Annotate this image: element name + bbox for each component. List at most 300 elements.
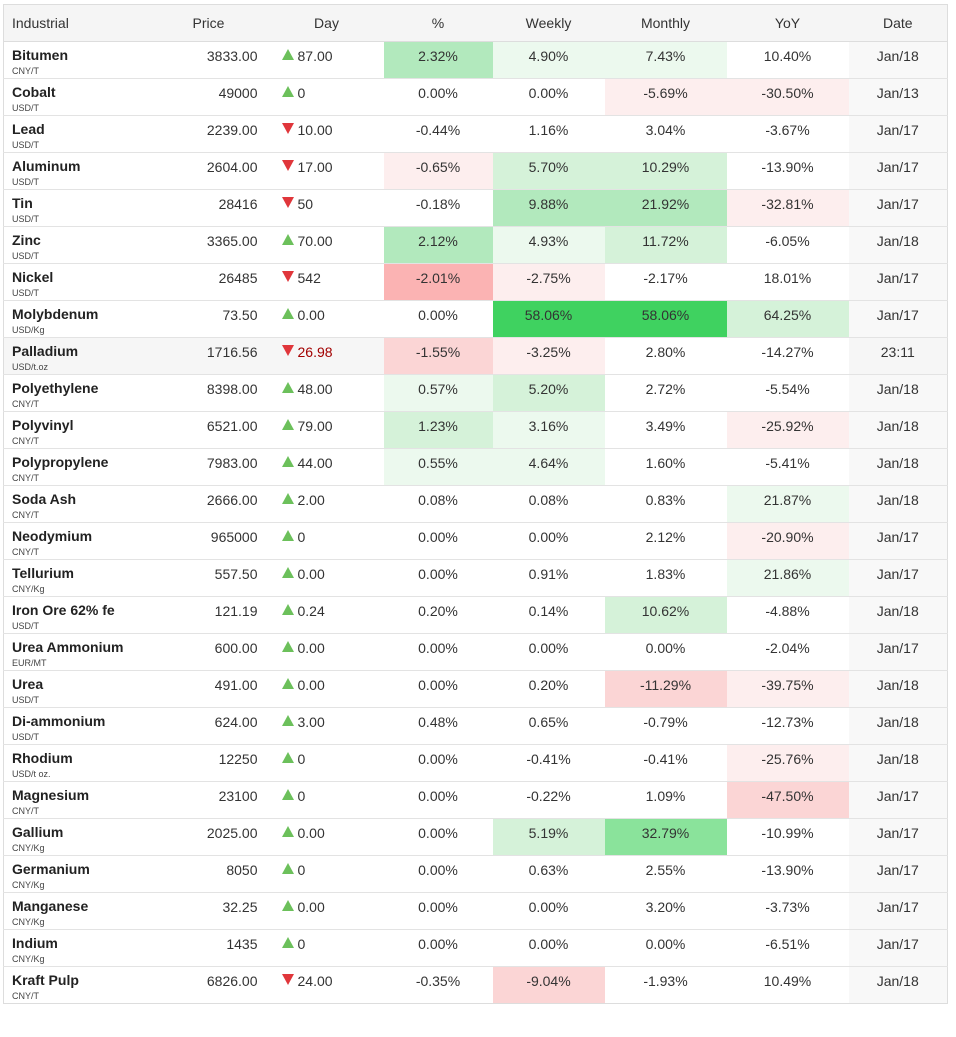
day-change-cell <box>270 597 384 634</box>
monthly-change-cell: -11.29% <box>605 671 727 708</box>
commodity-name-cell[interactable] <box>4 634 148 671</box>
commodity-name-link[interactable]: Polyvinyl <box>12 417 74 433</box>
weekly-change-cell: 3.16% <box>493 412 605 449</box>
percent-change-cell: 2.32% <box>384 42 493 79</box>
commodity-name-cell[interactable] <box>4 153 148 190</box>
commodity-name-link[interactable]: Nickel <box>12 269 54 285</box>
price-cell: 6521.00 <box>148 412 270 449</box>
day-change-value: 0 <box>297 529 306 545</box>
arrow-up-icon <box>282 789 294 800</box>
commodity-unit: USD/T <box>12 621 39 631</box>
table-row[interactable] <box>4 930 948 967</box>
percent-change-cell: 0.00% <box>384 560 493 597</box>
commodity-name-cell[interactable] <box>4 264 148 301</box>
commodity-name-link[interactable]: Bitumen <box>12 47 68 63</box>
day-change-value: 24.00 <box>297 973 333 989</box>
commodity-name-link[interactable]: Urea Ammonium <box>12 639 124 655</box>
weekly-change-cell: 5.20% <box>493 375 605 412</box>
yoy-change-cell: -13.90% <box>727 856 849 893</box>
table-row[interactable] <box>4 782 948 819</box>
percent-change-cell: 0.08% <box>384 486 493 523</box>
date-cell: Jan/18 <box>849 486 948 523</box>
date-cell: Jan/17 <box>849 190 948 227</box>
date-cell: Jan/18 <box>849 708 948 745</box>
commodity-name-link[interactable]: Cobalt <box>12 84 56 100</box>
yoy-change-cell: -30.50% <box>727 79 849 116</box>
column-header-industrial[interactable]: Industrial <box>4 5 148 42</box>
arrow-up-icon <box>282 419 294 430</box>
arrow-up-icon <box>282 604 294 615</box>
price-cell: 2666.00 <box>148 486 270 523</box>
commodity-name-link[interactable]: Urea <box>12 676 44 692</box>
percent-change-cell: 0.00% <box>384 930 493 967</box>
commodity-unit: USD/T <box>12 288 39 298</box>
weekly-change-cell: 0.14% <box>493 597 605 634</box>
commodity-name-link[interactable]: Zinc <box>12 232 41 248</box>
price-cell: 2604.00 <box>148 153 270 190</box>
commodity-name-cell[interactable] <box>4 375 148 412</box>
commodity-unit: USD/T <box>12 103 39 113</box>
day-change-value: 50 <box>297 196 314 212</box>
date-cell: Jan/18 <box>849 449 948 486</box>
day-change-value: 0.00 <box>297 640 325 656</box>
date-cell: Jan/18 <box>849 227 948 264</box>
commodity-unit: CNY/Kg <box>12 954 45 964</box>
commodity-unit: USD/Kg <box>12 325 45 335</box>
arrow-up-icon <box>282 752 294 763</box>
table-row[interactable] <box>4 79 948 116</box>
commodity-name-link[interactable]: Neodymium <box>12 528 93 544</box>
table-row[interactable] <box>4 486 948 523</box>
commodity-name-cell[interactable] <box>4 412 148 449</box>
percent-change-cell: 0.20% <box>384 597 493 634</box>
price-cell: 23100 <box>148 782 270 819</box>
date-cell: Jan/17 <box>849 523 948 560</box>
commodity-name-link[interactable]: Magnesium <box>12 787 90 803</box>
day-change-cell <box>270 856 384 893</box>
yoy-change-cell: -5.54% <box>727 375 849 412</box>
arrow-down-icon <box>282 160 294 171</box>
day-change-cell <box>270 486 384 523</box>
weekly-change-cell: -9.04% <box>493 967 605 1004</box>
commodity-name-cell[interactable] <box>4 856 148 893</box>
price-cell: 965000 <box>148 523 270 560</box>
day-change-value: 0 <box>297 751 306 767</box>
monthly-change-cell: -2.17% <box>605 264 727 301</box>
percent-change-cell: 0.55% <box>384 449 493 486</box>
commodity-unit: CNY/Kg <box>12 843 45 853</box>
commodity-unit: USD/t oz. <box>12 769 51 779</box>
commodity-name-cell[interactable] <box>4 782 148 819</box>
weekly-change-cell: 1.16% <box>493 116 605 153</box>
date-cell: Jan/18 <box>849 412 948 449</box>
column-header-yoy[interactable]: YoY <box>727 5 849 42</box>
day-change-cell <box>270 412 384 449</box>
arrow-down-icon <box>282 197 294 208</box>
day-change-cell <box>270 708 384 745</box>
monthly-change-cell: 0.00% <box>605 930 727 967</box>
industrial-commodities-table <box>3 4 948 1004</box>
price-cell: 12250 <box>148 745 270 782</box>
percent-change-cell: 0.48% <box>384 708 493 745</box>
day-change-value: 0.24 <box>297 603 325 619</box>
monthly-change-cell: 1.60% <box>605 449 727 486</box>
commodity-unit: CNY/Kg <box>12 880 45 890</box>
commodity-name-cell[interactable] <box>4 338 148 375</box>
day-change-cell <box>270 560 384 597</box>
day-change-value: 87.00 <box>297 48 333 64</box>
commodity-name-link[interactable]: Indium <box>12 935 58 951</box>
commodity-name-cell[interactable] <box>4 930 148 967</box>
yoy-change-cell: 21.87% <box>727 486 849 523</box>
table-row[interactable] <box>4 375 948 412</box>
yoy-change-cell: 18.01% <box>727 264 849 301</box>
weekly-change-cell: 0.00% <box>493 930 605 967</box>
commodity-name-link[interactable]: Manganese <box>12 898 89 914</box>
date-cell: Jan/18 <box>849 42 948 79</box>
arrow-up-icon <box>282 826 294 837</box>
monthly-change-cell: 7.43% <box>605 42 727 79</box>
commodity-unit: CNY/Kg <box>12 584 45 594</box>
day-change-value: 17.00 <box>297 159 333 175</box>
day-change-cell <box>270 671 384 708</box>
percent-change-cell: 0.00% <box>384 301 493 338</box>
weekly-change-cell: -0.22% <box>493 782 605 819</box>
price-cell: 1716.56 <box>148 338 270 375</box>
day-change-value: 0.00 <box>297 899 325 915</box>
commodity-name-link[interactable]: Polyethylene <box>12 380 99 396</box>
arrow-up-icon <box>282 900 294 911</box>
arrow-up-icon <box>282 382 294 393</box>
commodity-name-cell[interactable] <box>4 301 148 338</box>
table-row[interactable] <box>4 301 948 338</box>
commodity-name-link[interactable]: Lead <box>12 121 45 137</box>
table-row[interactable] <box>4 671 948 708</box>
weekly-change-cell: 0.63% <box>493 856 605 893</box>
percent-change-cell: -0.65% <box>384 153 493 190</box>
table-body <box>4 42 948 1004</box>
column-header-date[interactable]: Date <box>849 5 948 42</box>
arrow-up-icon <box>282 567 294 578</box>
commodities-table-container <box>3 4 947 1004</box>
percent-change-cell: 0.57% <box>384 375 493 412</box>
price-cell: 8398.00 <box>148 375 270 412</box>
price-cell: 6826.00 <box>148 967 270 1004</box>
commodity-name-cell[interactable] <box>4 671 148 708</box>
price-cell: 32.25 <box>148 893 270 930</box>
arrow-down-icon <box>282 123 294 134</box>
day-change-cell <box>270 745 384 782</box>
weekly-change-cell: 4.93% <box>493 227 605 264</box>
yoy-change-cell: 10.40% <box>727 42 849 79</box>
yoy-change-cell: -10.99% <box>727 819 849 856</box>
weekly-change-cell: 0.00% <box>493 79 605 116</box>
commodity-unit: CNY/T <box>12 991 39 1001</box>
percent-change-cell: -0.35% <box>384 967 493 1004</box>
commodity-name-cell[interactable] <box>4 486 148 523</box>
day-change-value: 10.00 <box>297 122 333 138</box>
column-header-day[interactable]: Day <box>270 5 384 42</box>
day-change-cell <box>270 782 384 819</box>
monthly-change-cell: 11.72% <box>605 227 727 264</box>
date-cell: Jan/17 <box>849 893 948 930</box>
table-row[interactable] <box>4 597 948 634</box>
arrow-down-icon <box>282 345 294 356</box>
day-change-value: 44.00 <box>297 455 333 471</box>
weekly-change-cell: 0.91% <box>493 560 605 597</box>
yoy-change-cell: 21.86% <box>727 560 849 597</box>
commodity-unit: CNY/T <box>12 510 39 520</box>
commodity-unit: USD/T <box>12 177 39 187</box>
day-change-value: 0.00 <box>297 566 325 582</box>
price-cell: 26485 <box>148 264 270 301</box>
table-row[interactable] <box>4 449 948 486</box>
arrow-up-icon <box>282 456 294 467</box>
date-cell: Jan/17 <box>849 930 948 967</box>
day-change-cell <box>270 116 384 153</box>
day-change-cell <box>270 449 384 486</box>
commodity-name-cell[interactable] <box>4 449 148 486</box>
weekly-change-cell: 4.90% <box>493 42 605 79</box>
percent-change-cell: 0.00% <box>384 893 493 930</box>
commodity-name-cell[interactable] <box>4 745 148 782</box>
table-row[interactable] <box>4 523 948 560</box>
table-row[interactable] <box>4 560 948 597</box>
day-change-cell <box>270 819 384 856</box>
percent-change-cell: 0.00% <box>384 634 493 671</box>
day-change-cell <box>270 338 384 375</box>
commodity-name-cell[interactable] <box>4 227 148 264</box>
commodity-unit: CNY/T <box>12 399 39 409</box>
table-header-row <box>4 5 948 42</box>
percent-change-cell: 0.00% <box>384 856 493 893</box>
date-cell: Jan/17 <box>849 819 948 856</box>
monthly-change-cell: -1.93% <box>605 967 727 1004</box>
table-row[interactable] <box>4 42 948 79</box>
percent-change-cell: 0.00% <box>384 745 493 782</box>
yoy-change-cell: -47.50% <box>727 782 849 819</box>
day-change-value: 26.98 <box>297 344 333 360</box>
commodity-unit: CNY/T <box>12 806 39 816</box>
commodity-name-cell[interactable] <box>4 708 148 745</box>
commodity-unit: USD/T <box>12 732 39 742</box>
table-row[interactable] <box>4 190 948 227</box>
day-change-cell <box>270 523 384 560</box>
yoy-change-cell: -4.88% <box>727 597 849 634</box>
commodity-name-link[interactable]: Gallium <box>12 824 64 840</box>
price-cell: 491.00 <box>148 671 270 708</box>
weekly-change-cell: 0.65% <box>493 708 605 745</box>
date-cell: 23:11 <box>849 338 948 375</box>
table-row[interactable] <box>4 227 948 264</box>
table-row[interactable] <box>4 338 948 375</box>
table-row[interactable] <box>4 856 948 893</box>
monthly-change-cell: 3.49% <box>605 412 727 449</box>
commodity-name-cell[interactable] <box>4 560 148 597</box>
day-change-value: 0.00 <box>297 307 325 323</box>
yoy-change-cell: -6.05% <box>727 227 849 264</box>
yoy-change-cell: -39.75% <box>727 671 849 708</box>
commodity-name-link[interactable]: Di-ammonium <box>12 713 106 729</box>
day-change-cell <box>270 301 384 338</box>
table-row[interactable] <box>4 819 948 856</box>
price-cell: 2025.00 <box>148 819 270 856</box>
weekly-change-cell: 0.00% <box>493 523 605 560</box>
monthly-change-cell: 58.06% <box>605 301 727 338</box>
commodity-unit: CNY/T <box>12 473 39 483</box>
price-cell: 1435 <box>148 930 270 967</box>
arrow-up-icon <box>282 937 294 948</box>
weekly-change-cell: 0.00% <box>493 634 605 671</box>
yoy-change-cell: -25.92% <box>727 412 849 449</box>
weekly-change-cell: 5.70% <box>493 153 605 190</box>
day-change-cell <box>270 42 384 79</box>
weekly-change-cell: 0.08% <box>493 486 605 523</box>
percent-change-cell: 0.00% <box>384 671 493 708</box>
price-cell: 600.00 <box>148 634 270 671</box>
commodity-unit: USD/t.oz <box>12 362 49 372</box>
monthly-change-cell: 10.29% <box>605 153 727 190</box>
commodity-name-cell[interactable] <box>4 116 148 153</box>
table-row[interactable] <box>4 634 948 671</box>
day-change-cell <box>270 79 384 116</box>
day-change-cell <box>270 264 384 301</box>
table-row[interactable] <box>4 967 948 1004</box>
percent-change-cell: 0.00% <box>384 79 493 116</box>
commodity-name-cell[interactable] <box>4 597 148 634</box>
day-change-value: 0.00 <box>297 677 325 693</box>
table-row[interactable] <box>4 893 948 930</box>
date-cell: Jan/17 <box>849 634 948 671</box>
price-cell: 8050 <box>148 856 270 893</box>
monthly-change-cell: 3.04% <box>605 116 727 153</box>
day-change-value: 0 <box>297 788 306 804</box>
commodity-name-link[interactable]: Aluminum <box>12 158 81 174</box>
monthly-change-cell: -5.69% <box>605 79 727 116</box>
day-change-cell <box>270 227 384 264</box>
yoy-change-cell: -2.04% <box>727 634 849 671</box>
commodity-name-cell[interactable] <box>4 967 148 1004</box>
price-cell: 49000 <box>148 79 270 116</box>
day-change-cell <box>270 893 384 930</box>
yoy-change-cell: -20.90% <box>727 523 849 560</box>
commodity-name-cell[interactable] <box>4 819 148 856</box>
yoy-change-cell: -12.73% <box>727 708 849 745</box>
price-cell: 3365.00 <box>148 227 270 264</box>
yoy-change-cell: 64.25% <box>727 301 849 338</box>
commodity-name-link[interactable]: Palladium <box>12 343 79 359</box>
table-row[interactable] <box>4 745 948 782</box>
day-change-value: 3.00 <box>297 714 325 730</box>
day-change-value: 70.00 <box>297 233 333 249</box>
monthly-change-cell: 2.80% <box>605 338 727 375</box>
arrow-up-icon <box>282 641 294 652</box>
weekly-change-cell: 9.88% <box>493 190 605 227</box>
percent-change-cell: -1.55% <box>384 338 493 375</box>
table-row[interactable] <box>4 116 948 153</box>
yoy-change-cell: -5.41% <box>727 449 849 486</box>
commodity-name-link[interactable]: Germanium <box>12 861 90 877</box>
arrow-up-icon <box>282 493 294 504</box>
column-header-percent[interactable]: % <box>384 5 493 42</box>
commodity-name-cell[interactable] <box>4 190 148 227</box>
commodity-name-cell[interactable] <box>4 79 148 116</box>
commodity-unit: USD/T <box>12 251 39 261</box>
table-row[interactable] <box>4 264 948 301</box>
table-row[interactable] <box>4 708 948 745</box>
yoy-change-cell: -3.73% <box>727 893 849 930</box>
day-change-value: 0 <box>297 85 306 101</box>
column-header-weekly[interactable]: Weekly <box>493 5 605 42</box>
commodity-name-link[interactable]: Kraft Pulp <box>12 972 79 988</box>
price-cell: 624.00 <box>148 708 270 745</box>
commodity-name-link[interactable]: Rhodium <box>12 750 73 766</box>
weekly-change-cell: 4.64% <box>493 449 605 486</box>
table-row[interactable] <box>4 153 948 190</box>
commodity-unit: USD/T <box>12 695 39 705</box>
arrow-down-icon <box>282 974 294 985</box>
commodity-unit: CNY/Kg <box>12 917 45 927</box>
percent-change-cell: 0.00% <box>384 523 493 560</box>
yoy-change-cell: -13.90% <box>727 153 849 190</box>
monthly-change-cell: 1.83% <box>605 560 727 597</box>
arrow-up-icon <box>282 49 294 60</box>
price-cell: 73.50 <box>148 301 270 338</box>
date-cell: Jan/13 <box>849 79 948 116</box>
date-cell: Jan/17 <box>849 856 948 893</box>
yoy-change-cell: -32.81% <box>727 190 849 227</box>
commodity-name-link[interactable]: Tellurium <box>12 565 74 581</box>
date-cell: Jan/18 <box>849 967 948 1004</box>
monthly-change-cell: 3.20% <box>605 893 727 930</box>
date-cell: Jan/17 <box>849 116 948 153</box>
price-cell: 3833.00 <box>148 42 270 79</box>
column-header-price[interactable]: Price <box>148 5 270 42</box>
commodity-name-link[interactable]: Iron Ore 62% fe <box>12 602 115 618</box>
price-cell: 557.50 <box>148 560 270 597</box>
commodity-name-cell[interactable] <box>4 42 148 79</box>
day-change-cell <box>270 930 384 967</box>
day-change-cell <box>270 634 384 671</box>
percent-change-cell: 0.00% <box>384 819 493 856</box>
day-change-value: 0.00 <box>297 825 325 841</box>
percent-change-cell: -2.01% <box>384 264 493 301</box>
commodity-name-cell[interactable] <box>4 893 148 930</box>
arrow-up-icon <box>282 863 294 874</box>
weekly-change-cell: -0.41% <box>493 745 605 782</box>
commodity-unit: USD/T <box>12 214 39 224</box>
commodity-name-link[interactable]: Molybdenum <box>12 306 99 322</box>
day-change-cell <box>270 153 384 190</box>
commodity-name-link[interactable]: Tin <box>12 195 33 211</box>
percent-change-cell: 2.12% <box>384 227 493 264</box>
commodity-unit: CNY/T <box>12 66 39 76</box>
commodity-unit: USD/T <box>12 140 39 150</box>
commodity-name-link[interactable]: Soda Ash <box>12 491 77 507</box>
table-row[interactable] <box>4 412 948 449</box>
date-cell: Jan/17 <box>849 782 948 819</box>
arrow-up-icon <box>282 308 294 319</box>
column-header-monthly[interactable]: Monthly <box>605 5 727 42</box>
commodity-name-cell[interactable] <box>4 523 148 560</box>
day-change-cell <box>270 190 384 227</box>
arrow-up-icon <box>282 715 294 726</box>
commodity-name-link[interactable]: Polypropylene <box>12 454 109 470</box>
commodity-unit: EUR/MT <box>12 658 47 668</box>
date-cell: Jan/17 <box>849 264 948 301</box>
monthly-change-cell: 2.72% <box>605 375 727 412</box>
day-change-value: 542 <box>297 270 321 286</box>
